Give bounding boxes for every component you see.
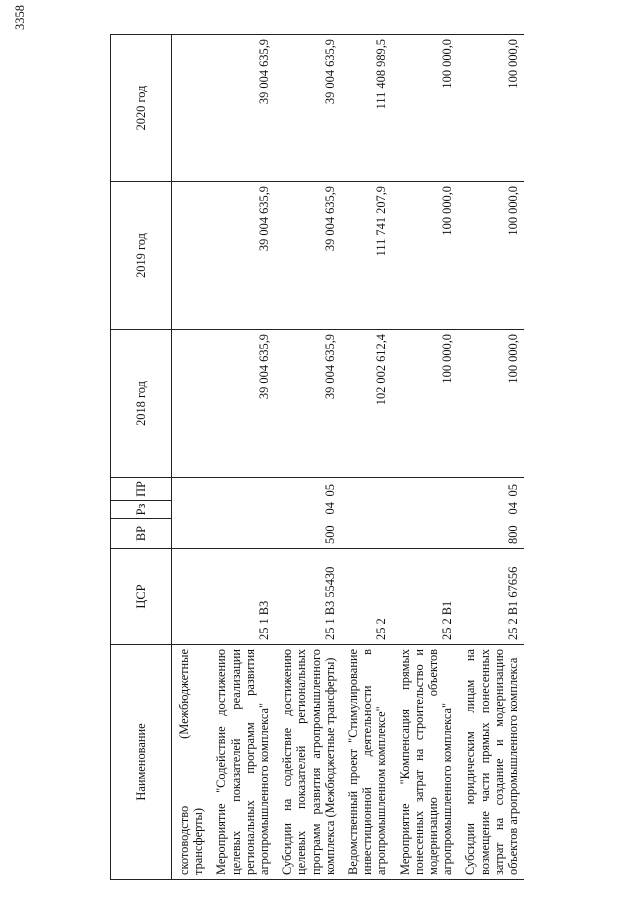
col-header-rz: Рз xyxy=(111,501,172,519)
cell-pr: 05 xyxy=(506,484,521,497)
cell-2019: 39 004 635,9 xyxy=(275,182,341,330)
cell-csr xyxy=(172,549,210,645)
cell-2018: 100 000,0 xyxy=(458,330,524,478)
cell-2020: 100 000,0 xyxy=(393,35,459,182)
rotated-table-area xyxy=(110,35,605,880)
cell-name: Ведомственный проект "Стимулирование инвестиционной деятельности в агропромышленном комплексе" xyxy=(341,645,393,880)
cell-rz: 04 xyxy=(506,502,521,515)
cell-2018: 102 002 612,4 xyxy=(341,330,393,478)
cell-csr: 25 2 В1 xyxy=(393,549,459,645)
cell-name: Субсидии юридическим лицам на возмещение части прямых понесенных затрат на создание и модернизацию объектов агропромышленного комплекса xyxy=(458,645,524,880)
cell-2020: 39 004 635,9 xyxy=(209,35,275,182)
cell-2019: 111 741 207,9 xyxy=(341,182,393,330)
cell-name: Мероприятие "Содействие достижению целевых показателей реализации региональных программ развития агропромышленного комплекса" xyxy=(209,645,275,880)
col-header-2018: 2018 год xyxy=(111,330,172,478)
table-row xyxy=(275,35,341,880)
cell-2019: 39 004 635,9 xyxy=(209,182,275,330)
cell-2018: 100 000,0 xyxy=(393,330,459,478)
cell-pr xyxy=(393,478,459,501)
cell-2019: 100 000,0 xyxy=(393,182,459,330)
page-number-area xyxy=(0,0,640,30)
cell-2020 xyxy=(172,35,210,182)
cell-vr xyxy=(393,519,459,549)
cell-name: Мероприятие "Компенсация прямых понесенных затрат на строительство и модернизацию объектов агропромышленного комплекса" xyxy=(393,645,459,880)
cell-csr: 25 2 В1 67656 xyxy=(458,549,524,645)
cell-2018: 39 004 635,9 xyxy=(209,330,275,478)
cell-name: скотоводство (Межбюджетные трансферты) xyxy=(172,645,210,880)
cell-rz xyxy=(209,501,275,519)
col-header-pr: ПР xyxy=(111,478,172,501)
cell-2020: 100 000,0 xyxy=(458,35,524,182)
cell-csr: 25 1 В3 55430 xyxy=(275,549,341,645)
cell-pr xyxy=(341,478,393,501)
cell-2018 xyxy=(172,330,210,478)
cell-vr: 500 xyxy=(322,525,337,544)
cell-rz: 04 xyxy=(322,502,337,515)
page-number: 3358 xyxy=(13,5,27,30)
cell-vr xyxy=(172,519,210,549)
cell-2020: 111 408 989,5 xyxy=(341,35,393,182)
cell-vr xyxy=(209,519,275,549)
col-header-2020: 2020 год xyxy=(111,35,172,182)
table-row xyxy=(172,35,210,880)
budget-table xyxy=(110,34,524,880)
col-header-vr: ВР xyxy=(111,519,172,549)
col-header-2019: 2019 год xyxy=(111,182,172,330)
cell-csr: 25 1 В3 xyxy=(209,549,275,645)
col-header-name: Наименование xyxy=(111,645,172,880)
cell-2019: 100 000,0 xyxy=(458,182,524,330)
table-row xyxy=(393,35,459,880)
cell-rz xyxy=(341,501,393,519)
cell-2020: 39 004 635,9 xyxy=(275,35,341,182)
cell-vr xyxy=(341,519,393,549)
cell-2018: 39 004 635,9 xyxy=(275,330,341,478)
table-header xyxy=(111,35,172,880)
cell-rz xyxy=(393,501,459,519)
cell-pr xyxy=(209,478,275,501)
cell-rz xyxy=(172,501,210,519)
cell-2019 xyxy=(172,182,210,330)
table-row xyxy=(341,35,393,880)
cell-pr xyxy=(172,478,210,501)
col-header-csr: ЦСР xyxy=(111,549,172,645)
cell-pr: 05 xyxy=(322,484,337,497)
table-row xyxy=(458,35,524,880)
table-row xyxy=(209,35,275,880)
cell-name: Субсидии на содействие достижению целевых показателей региональных программ развития агропромышленного комплекса (Межбюджетные трансферты) xyxy=(275,645,341,880)
cell-csr: 25 2 xyxy=(341,549,393,645)
cell-vr: 800 xyxy=(506,525,521,544)
